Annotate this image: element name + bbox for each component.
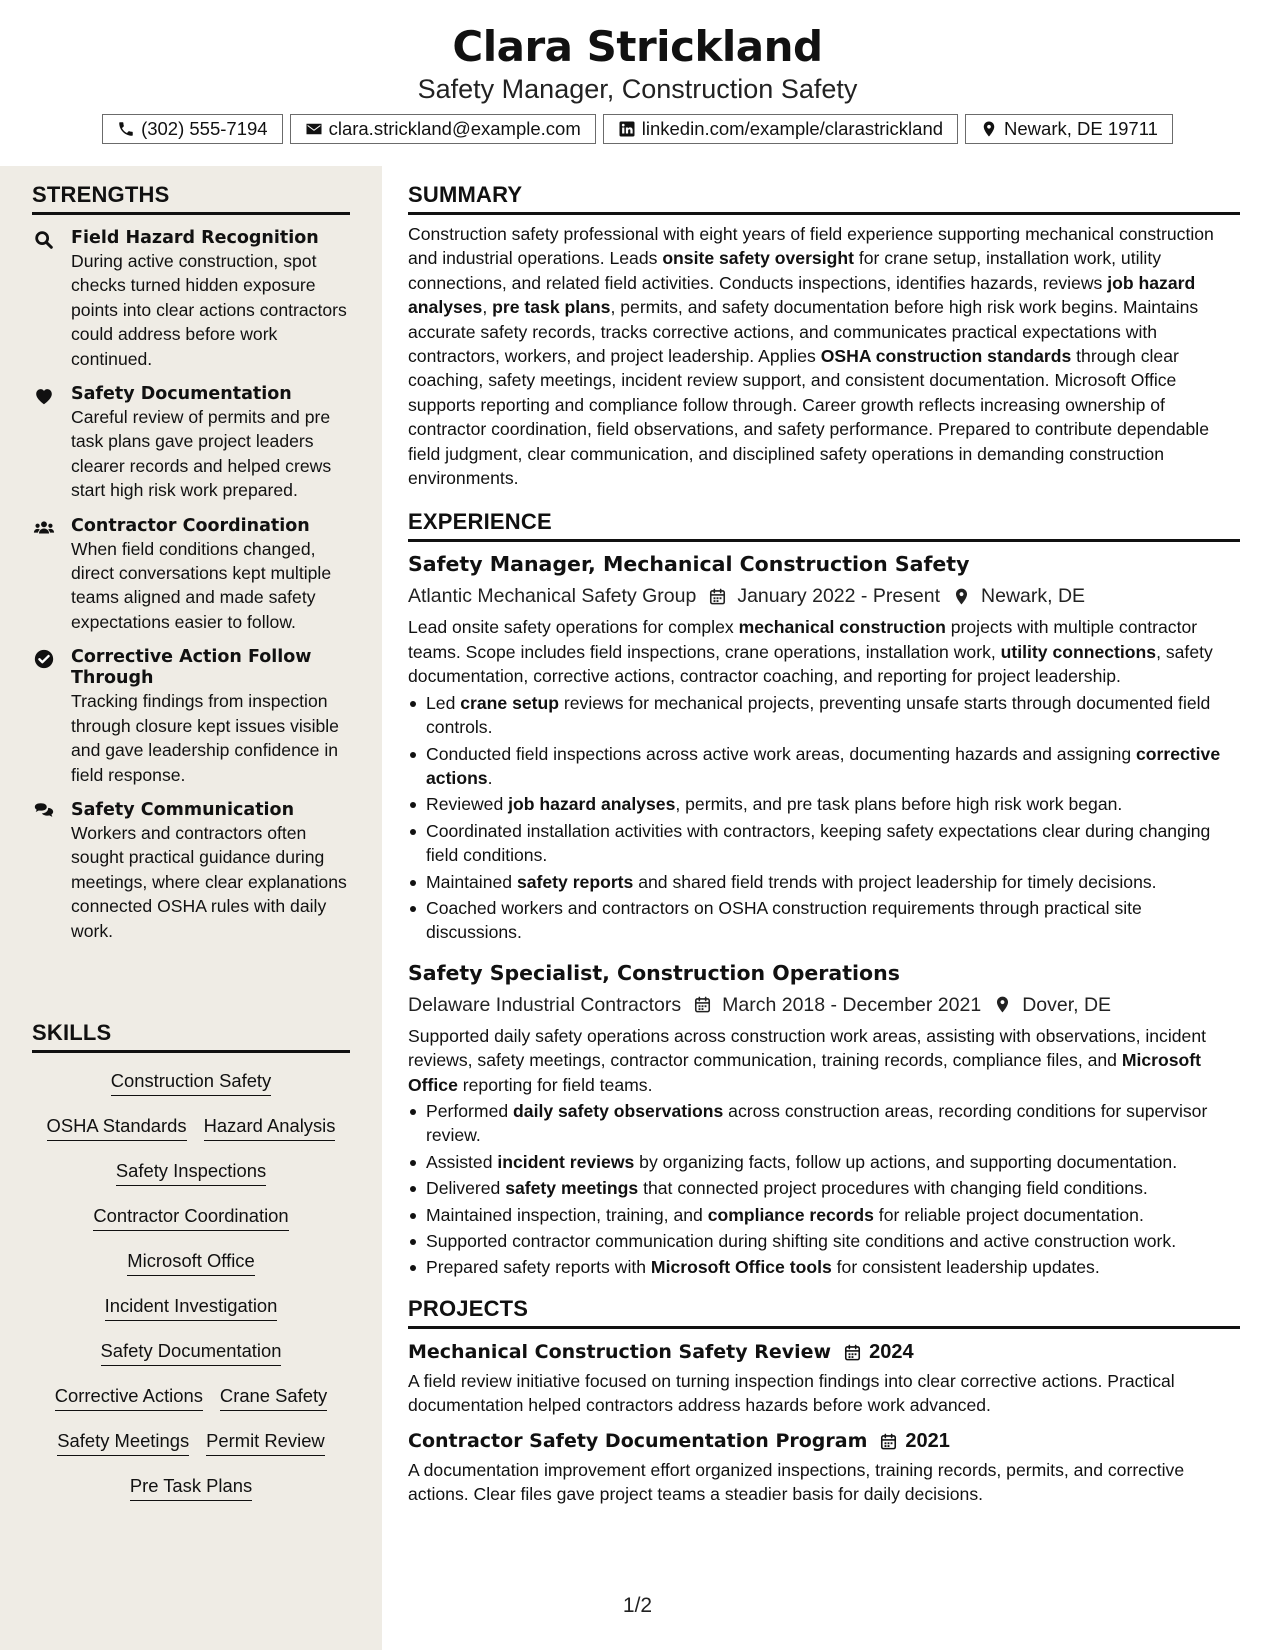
job-entry [408, 959, 1240, 1280]
projects-heading: PROJECTS [408, 1296, 1240, 1329]
map-pin-icon [952, 587, 971, 606]
project-year: 2021 [905, 1429, 950, 1452]
strength-title: Corrective Action Follow Through [71, 647, 312, 689]
list-item: Coached workers and contractors on OSHA construction requirements through practical site discussions. [408, 896, 1240, 945]
contact-email[interactable] [290, 114, 596, 144]
contact-phone[interactable] [102, 114, 283, 144]
strength-description: During active construction, spot checks turned hidden exposure points into clear actions contractors could address before work continued. [71, 251, 347, 369]
experience-heading: EXPERIENCE [408, 509, 1240, 542]
skill-tag: OSHA Standards [47, 1113, 187, 1141]
strength-item [32, 228, 350, 371]
calendar-icon [693, 995, 712, 1014]
search-icon [33, 229, 55, 251]
skill-tag: Crane Safety [220, 1383, 327, 1411]
project-name: Mechanical Construction Safety Review [408, 1340, 832, 1363]
list-item: Prepared safety reports with Microsoft Office tools for consistent leadership updates. [408, 1255, 1240, 1279]
sidebar [0, 166, 382, 1650]
list-item: Coordinated installation activities with contractors, keeping safety expectations clear during changing field conditions. [408, 819, 1240, 868]
contact-linkedin[interactable] [603, 114, 958, 144]
strength-item [32, 384, 350, 503]
heart-icon [33, 385, 55, 407]
project-entry [408, 1339, 1240, 1418]
list-item: Maintained inspection, training, and compliance records for reliable project documentation. [408, 1203, 1240, 1227]
summary-text: Construction safety professional with eight years of field experience supporting mechanical construction and industrial operations. Leads onsite safety oversight for crane setup, installation work, utility connections, and related field activities. Conducts inspections, identifies hazards, reviews job hazard analyses, pre task plans, permits, and safety documentation before high risk work begins. Maintains accurate safety records, tracks corrective actions, and communicates practical expectations with contractors, workers, and project leadership. Applies OSHA construction standards through clear coaching, safety meetings, incident review support, and consistent documentation. Microsoft Office supports reporting and compliance follow through. Career growth reflects increasing ownership of contractor coordination, field observations, and safety performance. Prepared to contribute dependable field judgment, clear communication, and disciplined safety operations in demanding construction environments. [408, 224, 1214, 489]
strength-description: Workers and contractors often sought practical guidance during meetings, where clear explanations connected OSHA rules with daily work. [71, 822, 347, 941]
project-header [408, 1339, 1240, 1366]
check-circle-icon [33, 648, 55, 670]
job-description: Supported daily safety operations across construction work areas, assisting with observations, incident reviews, safety meetings, contractor communication, training records, compliance files, and Microsoft Office reporting for field teams. [408, 1025, 1206, 1095]
skill-tag: Microsoft Office [127, 1248, 254, 1276]
project-name: Contractor Safety Documentation Program [408, 1429, 868, 1452]
strength-item [32, 800, 350, 943]
job-bullets [408, 1099, 1240, 1280]
skill-tag: Safety Documentation [101, 1338, 282, 1366]
skill-tag: Construction Safety [111, 1068, 272, 1096]
calendar-icon [708, 587, 727, 606]
job-dates: March 2018 - December 2021 [722, 993, 982, 1016]
list-item: Conducted field inspections across active work areas, documenting hazards and assigning corrective actions. [408, 742, 1240, 791]
linkedin-icon [618, 120, 636, 138]
summary-heading: SUMMARY [408, 182, 1240, 215]
linkedin-text: linkedin.com/example/clarastrickland [641, 118, 944, 139]
location-text: Newark, DE 19711 [1004, 118, 1158, 139]
strength-title: Safety Documentation [71, 384, 292, 405]
resume-header [0, 0, 1275, 166]
email-text: clara.strickland@example.com [328, 118, 581, 139]
skill-tag: Safety Meetings [57, 1428, 189, 1456]
strength-item [32, 516, 350, 635]
job-title: Safety Specialist, Construction Operations [408, 960, 900, 985]
candidate-name: Clara Strickland [452, 22, 823, 71]
list-item: Led crane setup reviews for mechanical projects, preventing unsafe starts through documented field controls. [408, 691, 1240, 740]
comments-icon [33, 801, 55, 823]
map-pin-icon [993, 995, 1012, 1014]
strengths-heading: STRENGTHS [32, 182, 350, 215]
strength-title: Field Hazard Recognition [71, 228, 319, 248]
job-location: Newark, DE [981, 585, 1086, 608]
contact-location [965, 114, 1173, 144]
list-item: Performed daily safety observations across construction areas, recording conditions for supervisor review. [408, 1099, 1240, 1148]
calendar-icon [879, 1432, 898, 1451]
job-bullets [408, 691, 1240, 945]
skills-list [32, 1068, 350, 1518]
skills-section [32, 1020, 350, 1518]
skill-tag: Contractor Coordination [93, 1203, 288, 1231]
contact-bar [0, 114, 1275, 144]
list-item: Supported contractor communication during shifting site conditions and active construction work. [408, 1229, 1240, 1253]
summary-section [408, 182, 1240, 490]
job-meta [408, 582, 1240, 610]
map-pin-icon [980, 120, 998, 138]
job-dates: January 2022 - Present [737, 585, 941, 608]
phone-text: (302) 555-7194 [141, 118, 268, 139]
job-company: Atlantic Mechanical Safety Group [408, 585, 697, 608]
candidate-headline: Safety Manager, Construction Safety [417, 74, 858, 104]
strengths-section [32, 182, 350, 943]
job-entry [408, 550, 1240, 944]
envelope-icon [305, 120, 323, 138]
project-description: A documentation improvement effort organized inspections, training records, permits, and corrective actions. Clear files gave project teams a steadier basis for daily decisions. [408, 1459, 1185, 1505]
project-header [408, 1428, 1240, 1455]
strength-title: Contractor Coordination [71, 515, 310, 536]
project-entry [408, 1428, 1240, 1507]
list-item: Reviewed job hazard analyses, permits, and pre task plans before high risk work began. [408, 792, 1240, 816]
project-year: 2024 [869, 1340, 914, 1363]
skill-tag: Corrective Actions [55, 1383, 203, 1411]
strength-description: When field conditions changed, direct conversations kept multiple teams aligned and made safety expectations easier to follow. [71, 538, 332, 632]
skill-tag: Incident Investigation [105, 1293, 278, 1321]
page-number: 1/2 [622, 1594, 653, 1617]
list-item: Delivered safety meetings that connected project procedures with changing field conditions. [408, 1176, 1240, 1200]
job-title: Safety Manager, Mechanical Construction Safety [408, 552, 970, 577]
skills-heading: SKILLS [32, 1020, 350, 1053]
strength-description: Tracking findings from inspection through closure kept issues visible and gave leadership confidence in field response. [71, 691, 339, 785]
project-description: A field review initiative focused on turning inspection findings into clear corrective actions. Practical documentation helped contractors address hazards before work advanced. [408, 1370, 1175, 1416]
job-location: Dover, DE [1022, 993, 1112, 1016]
list-item: Maintained safety reports and shared field trends with project leadership for timely decisions. [408, 870, 1240, 894]
users-icon [33, 517, 55, 539]
phone-icon [117, 120, 135, 138]
job-company: Delaware Industrial Contractors [408, 993, 682, 1016]
main-column [408, 166, 1240, 1506]
job-description: Lead onsite safety operations for complex mechanical construction projects with multiple contractor teams. Scope includes field inspections, crane operations, installation work, utility connections, safety documentation, corrective actions, contractor coaching, and reporting for project leadership. [408, 617, 1213, 687]
skill-tag: Permit Review [206, 1428, 325, 1456]
calendar-icon [843, 1343, 862, 1362]
strength-title: Safety Communication [71, 799, 295, 820]
list-item: Assisted incident reviews by organizing facts, follow up actions, and supporting documentation. [408, 1150, 1240, 1174]
skill-tag: Pre Task Plans [130, 1473, 252, 1501]
skill-tag: Hazard Analysis [204, 1113, 336, 1141]
job-meta [408, 991, 1240, 1019]
strength-description: Careful review of permits and pre task plans gave project leaders clearer records and helped crews start high risk work prepared. [71, 407, 332, 501]
skill-tag: Safety Inspections [116, 1158, 266, 1186]
strength-item [32, 647, 350, 787]
